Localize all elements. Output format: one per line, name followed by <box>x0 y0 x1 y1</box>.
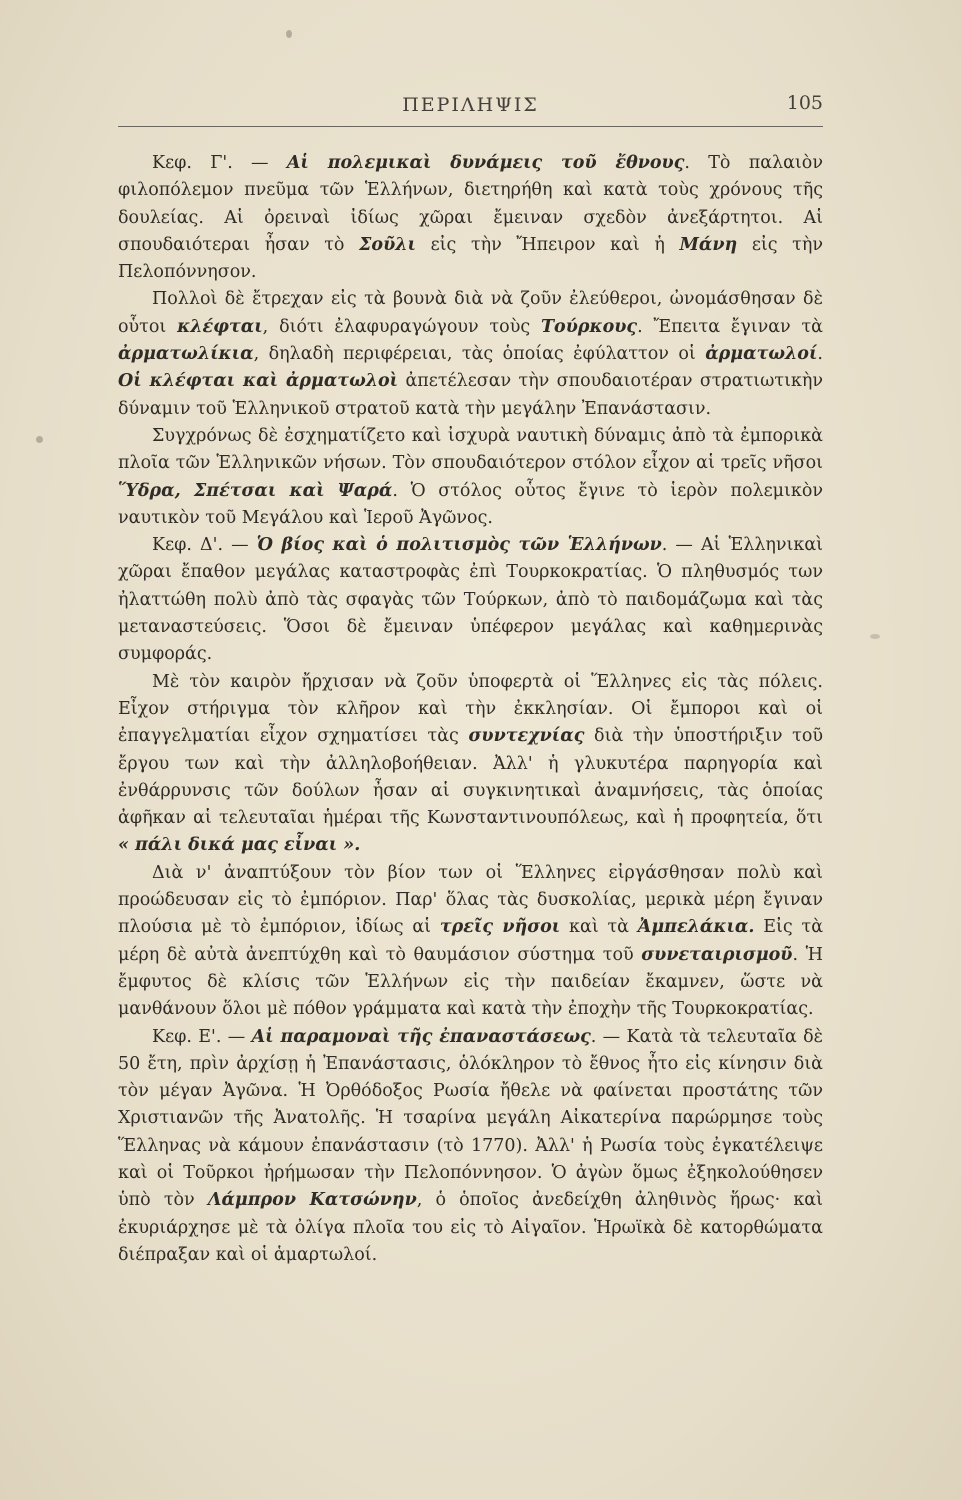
text-run: διὰ τὴν ὑποστήριξιν τοῦ ἔργου των καὶ τὴν ἀλληλοβοήθειαν. Ἀλλ' ἡ γλυκυτέρα παρηγορία καὶ ἐνθάρρυνσις τῶν δούλων ἦσαν αἱ συγκινητικαὶ ἀναμνήσεις, τὰς ὁποίας ἀφῆκαν αἱ τελευταῖαι ἡμέραι τῆς Κωνσταντινουπόλεως, καὶ ἡ προφητεία, ὅτι <box>118 726 823 829</box>
header-rule <box>118 126 823 127</box>
emphasis-text: Λάμπρον Κατσώνην <box>207 1190 417 1211</box>
emphasis-text: Αἱ παραμοναὶ τῆς ἐπαναστάσεως <box>251 1026 591 1047</box>
page-header <box>118 86 823 126</box>
paragraph <box>118 669 823 860</box>
emphasis-text: συνεταιρισμοῦ <box>641 944 793 965</box>
ink-spot <box>870 634 880 639</box>
text-run: . <box>817 344 823 365</box>
emphasis-text: Μάνη <box>679 234 738 255</box>
emphasis-text: Τούρκους <box>541 316 638 337</box>
emphasis-text: τρεῖς νῆσοι <box>439 917 561 938</box>
text-run: Μὲ τὸν καιρὸν ἤρχισαν νὰ ζοῦν ὑποφερτὰ οἱ Ἕλληνες εἰς τὰς πόλεις. Εἶχον στήριγμα τὸν κλῆρον καὶ τὴν ἐκκλησίαν. Οἱ ἔμποροι καὶ οἱ ἐπαγγελματίαι εἶχον σχηματίσει τὰς <box>118 671 823 747</box>
text-run: . Ἔπειτα ἔγιναν τὰ <box>637 316 823 337</box>
text-run: Κεφ. Δ'. — <box>152 535 257 556</box>
text-run: Κεφ. Ε'. — <box>152 1026 252 1047</box>
paragraph <box>118 860 823 1024</box>
text-run: εἰς τὴν Πελοπόννησον. <box>118 234 823 283</box>
text-run: Συγχρόνως δὲ ἐσχηματίζετο καὶ ἰσχυρὰ ναυτικὴ δύναμις ἀπὸ τὰ ἐμπορικὰ πλοῖα τῶν Ἑλληνικῶν νήσων. Τὸν σπουδαιότερον στόλον εἶχον αἱ τρεῖς νῆσοι <box>118 425 823 474</box>
running-title: ΠΕΡΙΛΗΨΙΣ <box>402 94 539 116</box>
ink-spot <box>36 436 43 443</box>
emphasis-text: κλέφται <box>177 316 263 337</box>
emphasis-text: ἀρματωλίκια <box>118 344 254 365</box>
text-run: Πολλοὶ δὲ ἔτρεχαν εἰς τὰ βουνὰ διὰ νὰ ζοῦν ἐλεύθεροι, ὠνομάσθησαν δὲ οὗτοι <box>118 289 823 337</box>
body-text <box>118 150 823 1269</box>
text-run: . — Αἱ Ἑλληνικαὶ χῶραι ἔπαθον μεγάλας καταστροφὰς ἐπὶ Τουρκοκρατίας. Ὁ πληθυσμός των ἠλαττώθη πολὺ ἀπὸ τὰς σφαγὰς τῶν Τούρκων, ἀπὸ τὸ παιδομάζωμα καὶ τὰς μεταναστεύσεις. Ὅσοι δὲ ἔμειναν ὑπέφερον μεγάλας καὶ καθημερινὰς συμφοράς. <box>118 535 824 665</box>
text-run: . Ὁ στόλος οὗτος ἔγινε τὸ ἱερὸν πολεμικὸν ναυτικὸν τοῦ Μεγάλου καὶ Ἱεροῦ Ἀγῶνος. <box>118 480 823 528</box>
emphasis-text: Ὁ βίος καὶ ὁ πολιτισμὸς τῶν Ἑλλήνων <box>256 535 662 556</box>
emphasis-text: συντεχνίας <box>468 726 585 747</box>
text-run: Διὰ ν' ἀναπτύξουν τὸν βίον των οἱ Ἕλληνες εἰργάσθησαν πολὺ καὶ προώδευσαν εἰς τὸ ἐμπόριον. Παρ' ὅλας τὰς δυσκολίας, μερικὰ μέρη ἔγιναν πλούσια μὲ τὸ ἐμπόριον, ἰδίως αἱ <box>118 862 823 938</box>
text-run: , δηλαδὴ περιφέρειαι, τὰς ὁποίας ἐφύλαττον οἱ <box>253 344 706 365</box>
text-run: εἰς τὴν Ἤπειρον καὶ ἡ <box>415 234 680 255</box>
text-run: Εἰς τὰ μέρη δὲ αὐτὰ ἀνεπτύχθη καὶ τὸ θαυμάσιον σύστημα τοῦ <box>118 917 824 965</box>
emphasis-text: Αἱ πολεμικαὶ δυνάμεις τοῦ ἔθνους <box>286 153 685 173</box>
emphasis-text: Οἱ κλέφται καὶ ἀρματωλοὶ <box>118 371 399 392</box>
text-run: . — Κατὰ τὰ τελευταῖα δὲ 50 ἔτη, πρὶν ἀρχίσῃ ἡ Ἐπανάστασις, ὁλόκληρον τὸ ἔθνος ἦτο εἰς κίνησιν διὰ τὸν μέγαν Ἀγῶνα. Ἡ Ὀρθόδοξος Ρωσία ἤθελε νὰ φαίνεται προστάτης τῶν Χριστιανῶν τῆς Ἀνατολῆς. Ἡ τσαρίνα μεγάλη Αἰκατερίνα παρώρμησε τοὺς Ἕλληνας νὰ κάμουν ἐπανάστασιν (τὸ 1770). Ἀλλ' ἡ Ρωσία τοὺς ἐγκατέλειψε καὶ οἱ Τοῦρκοι ἠρήμωσαν τὴν Πελοπόννησον. Ὁ ἀγὼν ὅμως ἐξηκολούθησεν ὑπὸ τὸν <box>118 1026 823 1211</box>
page-number: 105 <box>786 92 823 114</box>
emphasis-text: Ὕδρα, Σπέτσαι καὶ Ψαρά <box>118 480 393 501</box>
text-run: . Ἡ ἔμφυτος δὲ κλίσις τῶν Ἑλλήνων εἰς τὴν παιδείαν ἔκαμνεν, ὥστε νὰ μανθάνουν ὅλοι μὲ πόθον γράμματα καὶ κατὰ τὴν ἐποχὴν τῆς Τουρκοκρατίας. <box>118 944 823 1020</box>
text-run: . Τὸ παλαιὸν φιλοπόλεμον πνεῦμα τῶν Ἑλλήνων, διετηρήθη καὶ κατὰ τοὺς χρόνους τῆς δουλείας. Αἱ ὀρειναὶ ἰδίως χῶραι ἔμειναν σχεδὸν ἀνεξάρτητοι. Αἱ σπουδαιότεραι ἦσαν τὸ <box>118 153 823 255</box>
text-run: ἀπετέλεσαν τὴν σπουδαιοτέραν στρατιωτικὴν δύναμιν τοῦ Ἑλληνικοῦ στρατοῦ κατὰ τὴν μεγάλην Ἐπανάστασιν. <box>118 371 823 419</box>
emphasis-text: « πάλι δικά μας εἶναι ». <box>118 835 361 856</box>
text-run: καὶ τὰ <box>560 917 638 938</box>
text-run: , ὁ ὁποῖος ἀνεδείχθη ἀληθινὸς ἥρως· καὶ ἐκυριάρχησε μὲ τὰ ὀλίγα πλοῖα του εἰς τὸ Αἰγαῖον. Ἡρωϊκὰ δὲ κατορθώματα διέπραξαν καὶ οἱ ἁμαρτωλοί. <box>118 1190 823 1265</box>
paragraph <box>118 286 823 422</box>
emphasis-text: Ἀμπελάκια. <box>637 917 755 938</box>
paragraph <box>118 423 823 532</box>
emphasis-text: ἀρματωλοί <box>705 344 818 365</box>
paragraph <box>118 150 823 286</box>
ink-spot <box>286 30 292 38</box>
text-run: , διότι ἐλαφυραγώγουν τοὺς <box>262 316 541 337</box>
text-run: Κεφ. Γ'. — <box>152 153 287 173</box>
emphasis-text: Σοῦλι <box>359 234 416 255</box>
paragraph <box>118 1024 823 1270</box>
paragraph <box>118 532 823 668</box>
